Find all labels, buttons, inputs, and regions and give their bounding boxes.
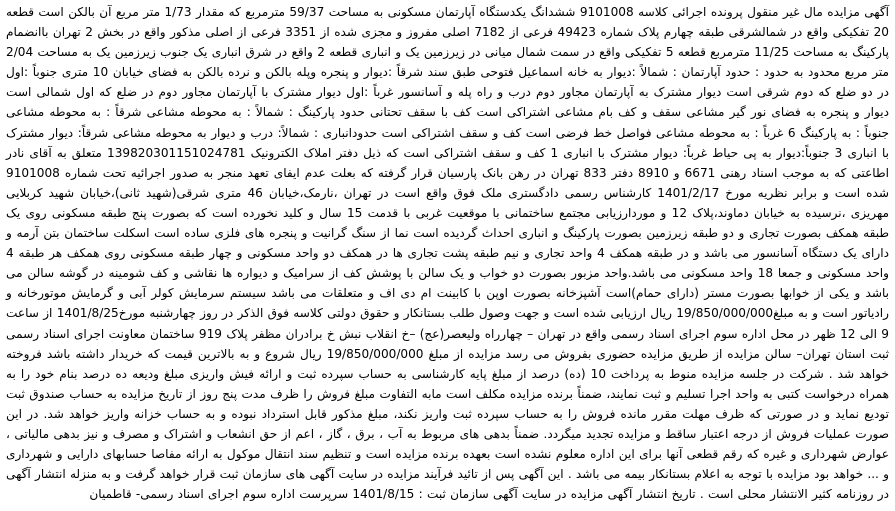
- auction-notice-text: آگهی مزایده مال غیر منقول پرونده اجرائی کلاسه 9101008 ششدانگ یکدستگاه آپارتمان مسکونی به مساحت 59/37 مترمربع که مقدار 1/73 متر مربع آن بالکن است قطعه 20 تفکیکی واقع در شمالشرقی طبقه چهارم پلاک شماره 49423 فرعی از 7182 اصلی مفروز و مجزی شده از 3351 فرعی از اصلی مذکور واقع در بخش 2 تهران باانضمام پارکینگ به مساحت 11/25 مترمربع قطعه 5 تفکیکی واقع در سمت شمال میانی در زیرزمین یک و انباری قطعه 2 واقع در شرق انباری یک جنوب زیرزمین یک به مساحت 2/04 متر مربع محدود به حدود : حدود آپارتمان : شمالاً :دیوار به خانه اسماعیل فتوحی طبق سند شرقاً :دیوار و پنجره وپله بالکن و نرده بالکن به فضای خیابان 10 متری جنوباً :اول در دو ضلع که دوم شرقی است دیوار مشترک به آپارتمان مجاور دوم درب و راه پله و آسانسور غرباً :اول دیوار مشترک با آپارتمان مجاور دوم در ضلع که اول شمالی است دیوار و پنجره به فضای نور گیر مشاعی سقف و کف بام مشاعی اشتراکی است کف با سقف تحتانی حدود پارکینگ : شمالاً : به محوطه مشاعی شرقاً : به محوطه مشاعی جنوباً : به پارکینگ 6 غرباً : به محوطه مشاعی فواصل خط فرضی است کف و سقف اشتراکی است حدودانباری : شمالاً: درب و دیوار به محوطه مشاعی شرقاً: دیوار مشترک با انباری 3 جنوباً:دیوار به پی حیاط غرباً: دیوار مشترک با انباری 1 کف و سقف اشتراکی است که ذیل دفتر املاک الکترونیک 139820301151024781 متعلق به آقای نادر اطاعتی که به موجب اسناد رهنی 6671 و 8910 دفتر 833 تهران در رهن بانک پارسیان قرار گرفته که بعلت عدم ایفای تعهد منجر به صدور اجرائیه تحت شماره 9101008 شده است و برابر نظریه مورخ 1401/2/17 کارشناس رسمی دادگستری ملک فوق واقع است در تهران ،نارمک،خیابان 46 متری شرقی(شهید ثانی)،خیابان شهید کربلایی مهریزی ،نرسیده به خیابان دماوند،پلاک 12 و موردارزیابی مجتمع ساختمانی با موقعیت غربی با قدمت 15 سال و کلید نخورده است که بصورت پنج طبقه مسکونی روی یک طبقه همکف بصورت تجاری و دو طبقه زیرزمین بصورت پارکینگ و انباری احداث گردیده است نما از سنگ گرانیت و پنجره های فلزی ساده است اسکلت ساختمان بتن آرمه و دارای یک دستگاه آسانسور می باشد و در طبقه همکف 4 واحد تجاری و نیم طبقه پشت تجاری ها در همکف دو واحد مسکونی و چهار طبقه مسکونی روی همکف هر طبقه 4 واحد مسکونی و جمعا 18 واحد مسکونی می باشد.واحد مزبور بصورت دو خواب و یک سالن با پوشش کف از سرامیک و دیواره ها نقاشی و کف شومینه در گوشه سالن می باشد و یکی از خوابها بصورت مستر (دارای حمام)است آشپزخانه بصورت اوپن با کابینت ام دی اف و متعلقات می باشد سیستم سرمایش کولر آبی و گرمایش موتورخانه و رادیاتور است و به مبلغ19/850/000/000 ریال ارزیابی شده است و جهت وصول طلب بستانکار و حقوق دولتی کلاسه فوق الذکر در روز چهارشنبه مورخ1401/8/25 از ساعت 9 الی 12 ظهر در محل اداره سوم اجرای اسناد رسمی واقع در تهران – چهارراه ولیعصر(عج) –خ انقلاب نبش خ برادران مظفر پلاک 919 ساختمان معاونت اجرای اسناد رسمی ثبت استان تهران– سالن مزایده از طریق مزایده حضوری بفروش می رسد مزایده از مبلغ 19/850/000/000 ریال شروع و به بالاترین قیمت که خریدار داشته باشد فروخته خواهد شد . شرکت در جلسه مزایده منوط به پرداخت 10 (ده) درصد از مبلغ پایه کارشناسی به حساب سپرده ثبت و ارائه فیش واریزی مبلغ ودیعه ده درصد بنام خود را به همراه درخواست کتبی به واحد اجرا تسلیم و ثبت نمایند، ضمناً برنده مزایده مکلف است مابه التفاوت مبلغ فروش را ظرف مدت پنج روز از تاریخ مزایده به حساب صندوق ثبت تودیع نماید و در صورتی که ظرف مهلت مقرر مانده فروش را به حساب سپرده ثبت واریز نکند، مبلغ مذکور قابل استرداد نبوده و به حساب خزانه واریز خواهد شد. در این صورت عملیات فروش از درجه اعتبار ساقط و مزایده تجدید میگردد. ضمناً بدهی های مربوط به آب ، برق ، گاز ، اعم از حق انشعاب و اشتراک و مصرف و نیز بدهی مالیاتی ، عوارض شهرداری و غیره که رقم قطعی آنها برای این اداره معلوم نشده است بعهده برنده مزایده است و تنظیم سند انتقال موکول به ارائه مفاصا حسابهای دارایی و شهرداری و ... خواهد بود مزایده با توجه به اعلام بستانکار بیمه می باشد . این آگهی پس از تائید فرآیند مزایده در سایت آگهی های سازمان ثبت قرار خواهد گرفت و به منزله انتشار آگهی در روزنامه کثیر الانتشار محلی است . تاریخ انتشار آگهی مزایده در سایت آگهی سازمان ثبت : 1401/8/15 سرپرست اداره سوم اجرای اسناد رسمی- قاطمیان: [6, 5, 890, 502]
